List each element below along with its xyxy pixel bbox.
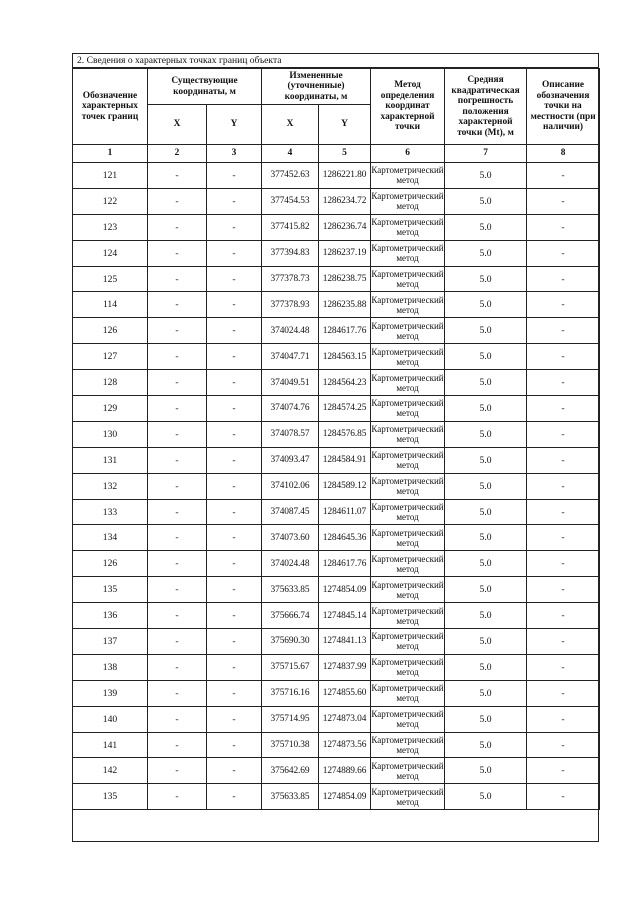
table-row [73,266,600,292]
description-cell: - [527,680,600,706]
changed-y-cell: 1284574.25 [319,396,371,422]
existing-x-cell: - [148,214,207,240]
description-cell: - [527,266,600,292]
existing-x-cell: - [148,629,207,655]
existing-x-cell: - [148,603,207,629]
changed-y-cell: 1274855.60 [319,680,371,706]
method-cell: Картометрический метод [371,447,445,473]
description-cell: - [527,370,600,396]
table-row [73,344,600,370]
method-cell: Картометрический метод [371,499,445,525]
existing-y-cell: - [207,447,262,473]
changed-y-cell: 1286235.88 [319,292,371,318]
accuracy-cell: 5.0 [445,163,527,189]
existing-y-cell: - [207,758,262,784]
header-existing-coordinates: Существующие координаты, м [148,69,262,105]
changed-y-cell: 1274889.66 [319,758,371,784]
method-cell: Картометрический метод [371,266,445,292]
column-number: 6 [371,145,445,163]
method-cell: Картометрический метод [371,551,445,577]
changed-y-cell: 1286221.80 [319,163,371,189]
table-row [73,654,600,680]
point-designation-cell: 140 [73,706,148,732]
description-cell: - [527,214,600,240]
accuracy-cell: 5.0 [445,525,527,551]
existing-x-cell: - [148,525,207,551]
existing-y-cell: - [207,732,262,758]
method-cell: Картометрический метод [371,163,445,189]
description-cell: - [527,629,600,655]
column-number: 2 [148,145,207,163]
point-designation-cell: 127 [73,344,148,370]
changed-y-cell: 1284645.36 [319,525,371,551]
description-cell: - [527,551,600,577]
method-cell: Картометрический метод [371,188,445,214]
description-cell: - [527,758,600,784]
existing-y-cell: - [207,473,262,499]
existing-x-cell: - [148,396,207,422]
method-cell: Картометрический метод [371,396,445,422]
boundary-points-table [72,68,600,810]
table-row [73,629,600,655]
changed-x-cell: 377415.82 [262,214,319,240]
accuracy-cell: 5.0 [445,732,527,758]
changed-y-cell: 1286236.74 [319,214,371,240]
changed-x-cell: 375666.74 [262,603,319,629]
table-row [73,473,600,499]
changed-x-cell: 375690.30 [262,629,319,655]
accuracy-cell: 5.0 [445,370,527,396]
header-method: Метод определения координат характерной точки [371,69,445,145]
changed-y-cell: 1284611.07 [319,499,371,525]
header-description: Описание обозначения точки на местности (при наличии) [527,69,600,145]
point-designation-cell: 138 [73,654,148,680]
changed-y-cell: 1274845.14 [319,603,371,629]
column-number: 3 [207,145,262,163]
method-cell: Картометрический метод [371,577,445,603]
existing-x-cell: - [148,421,207,447]
table-row [73,240,600,266]
table-row [73,318,600,344]
header-changed-coordinates: Измененные (уточненные) координаты, м [262,69,371,105]
point-designation-cell: 139 [73,680,148,706]
accuracy-cell: 5.0 [445,473,527,499]
method-cell: Картометрический метод [371,473,445,499]
changed-y-cell: 1286234.72 [319,188,371,214]
existing-y-cell: - [207,629,262,655]
changed-x-cell: 374024.48 [262,318,319,344]
table-row [73,214,600,240]
table-row [73,525,600,551]
accuracy-cell: 5.0 [445,654,527,680]
changed-x-cell: 374087.45 [262,499,319,525]
point-designation-cell: 132 [73,473,148,499]
changed-x-cell: 375710.38 [262,732,319,758]
method-cell: Картометрический метод [371,758,445,784]
description-cell: - [527,188,600,214]
header-existing-x: X [148,105,207,145]
existing-x-cell: - [148,473,207,499]
existing-y-cell: - [207,292,262,318]
method-cell: Картометрический метод [371,421,445,447]
column-number: 8 [527,145,600,163]
changed-y-cell: 1274837.99 [319,654,371,680]
method-cell: Картометрический метод [371,292,445,318]
existing-y-cell: - [207,784,262,810]
existing-x-cell: - [148,784,207,810]
point-designation-cell: 136 [73,603,148,629]
existing-x-cell: - [148,292,207,318]
table-row [73,758,600,784]
changed-y-cell: 1284576.85 [319,421,371,447]
existing-x-cell: - [148,318,207,344]
accuracy-cell: 5.0 [445,706,527,732]
point-designation-cell: 124 [73,240,148,266]
table-row [73,188,600,214]
accuracy-cell: 5.0 [445,447,527,473]
column-number: 7 [445,145,527,163]
method-cell: Картометрический метод [371,344,445,370]
point-designation-cell: 135 [73,784,148,810]
description-cell: - [527,344,600,370]
existing-y-cell: - [207,654,262,680]
existing-x-cell: - [148,188,207,214]
table-row [73,292,600,318]
point-designation-cell: 141 [73,732,148,758]
description-cell: - [527,447,600,473]
accuracy-cell: 5.0 [445,240,527,266]
table-row [73,396,600,422]
point-designation-cell: 129 [73,396,148,422]
table-row [73,603,600,629]
existing-y-cell: - [207,188,262,214]
changed-x-cell: 374047.71 [262,344,319,370]
point-designation-cell: 135 [73,577,148,603]
existing-x-cell: - [148,706,207,732]
point-designation-cell: 134 [73,525,148,551]
header-changed-x: X [262,105,319,145]
changed-x-cell: 374093.47 [262,447,319,473]
header-changed-y: Y [319,105,371,145]
changed-x-cell: 377378.73 [262,266,319,292]
existing-y-cell: - [207,370,262,396]
method-cell: Картометрический метод [371,680,445,706]
header-point-designation: Обозначение характерных точек границ [73,69,148,145]
existing-y-cell: - [207,396,262,422]
accuracy-cell: 5.0 [445,499,527,525]
accuracy-cell: 5.0 [445,603,527,629]
changed-x-cell: 377394.83 [262,240,319,266]
method-cell: Картометрический метод [371,240,445,266]
header-existing-y: Y [207,105,262,145]
table-row [73,551,600,577]
description-cell: - [527,396,600,422]
existing-x-cell: - [148,499,207,525]
changed-x-cell: 374073.60 [262,525,319,551]
changed-y-cell: 1274854.09 [319,577,371,603]
existing-x-cell: - [148,266,207,292]
method-cell: Картометрический метод [371,214,445,240]
table-row [73,421,600,447]
changed-y-cell: 1284617.76 [319,551,371,577]
table-row [73,706,600,732]
description-cell: - [527,292,600,318]
point-designation-cell: 121 [73,163,148,189]
changed-x-cell: 375633.85 [262,577,319,603]
changed-y-cell: 1284564.23 [319,370,371,396]
existing-x-cell: - [148,680,207,706]
description-cell: - [527,732,600,758]
table-row [73,680,600,706]
description-cell: - [527,525,600,551]
table-body [73,163,600,810]
changed-y-cell: 1274854.09 [319,784,371,810]
column-number: 5 [319,145,371,163]
accuracy-cell: 5.0 [445,214,527,240]
description-cell: - [527,577,600,603]
existing-y-cell: - [207,318,262,344]
description-cell: - [527,318,600,344]
method-cell: Картометрический метод [371,318,445,344]
accuracy-cell: 5.0 [445,784,527,810]
table-row [73,577,600,603]
existing-x-cell: - [148,758,207,784]
table-row [73,732,600,758]
existing-x-cell: - [148,447,207,473]
changed-y-cell: 1274873.56 [319,732,371,758]
accuracy-cell: 5.0 [445,421,527,447]
point-designation-cell: 123 [73,214,148,240]
accuracy-cell: 5.0 [445,292,527,318]
changed-x-cell: 375714.95 [262,706,319,732]
changed-y-cell: 1286237.19 [319,240,371,266]
point-designation-cell: 125 [73,266,148,292]
point-designation-cell: 131 [73,447,148,473]
existing-y-cell: - [207,421,262,447]
table-row [73,499,600,525]
empty-footer-row [72,816,599,842]
existing-y-cell: - [207,163,262,189]
accuracy-cell: 5.0 [445,629,527,655]
header-accuracy: Средняя квадратическая погрешность положения характерной точки (Mt), м [445,69,527,145]
document-page [72,53,599,842]
description-cell: - [527,654,600,680]
table-row [73,447,600,473]
point-designation-cell: 137 [73,629,148,655]
point-designation-cell: 122 [73,188,148,214]
description-cell: - [527,603,600,629]
existing-y-cell: - [207,603,262,629]
existing-x-cell: - [148,344,207,370]
changed-y-cell: 1286238.75 [319,266,371,292]
table-row [73,784,600,810]
accuracy-cell: 5.0 [445,551,527,577]
method-cell: Картометрический метод [371,629,445,655]
existing-y-cell: - [207,240,262,266]
changed-x-cell: 374024.48 [262,551,319,577]
description-cell: - [527,784,600,810]
accuracy-cell: 5.0 [445,266,527,292]
existing-x-cell: - [148,732,207,758]
description-cell: - [527,421,600,447]
changed-y-cell: 1274873.04 [319,706,371,732]
point-designation-cell: 142 [73,758,148,784]
existing-x-cell: - [148,654,207,680]
changed-x-cell: 374074.76 [262,396,319,422]
point-designation-cell: 126 [73,318,148,344]
method-cell: Картометрический метод [371,706,445,732]
existing-y-cell: - [207,344,262,370]
changed-y-cell: 1284617.76 [319,318,371,344]
changed-x-cell: 374078.57 [262,421,319,447]
method-cell: Картометрический метод [371,732,445,758]
changed-x-cell: 375633.85 [262,784,319,810]
existing-x-cell: - [148,370,207,396]
changed-x-cell: 375716.16 [262,680,319,706]
changed-x-cell: 374102.06 [262,473,319,499]
existing-y-cell: - [207,214,262,240]
accuracy-cell: 5.0 [445,344,527,370]
method-cell: Картометрический метод [371,603,445,629]
changed-x-cell: 375642.69 [262,758,319,784]
existing-x-cell: - [148,240,207,266]
description-cell: - [527,473,600,499]
existing-y-cell: - [207,499,262,525]
existing-x-cell: - [148,551,207,577]
changed-x-cell: 377378.93 [262,292,319,318]
existing-x-cell: - [148,577,207,603]
changed-x-cell: 374049.51 [262,370,319,396]
changed-y-cell: 1284589.12 [319,473,371,499]
changed-x-cell: 377454.53 [262,188,319,214]
description-cell: - [527,163,600,189]
changed-x-cell: 375715.67 [262,654,319,680]
method-cell: Картометрический метод [371,654,445,680]
changed-y-cell: 1284563.15 [319,344,371,370]
method-cell: Картометрический метод [371,525,445,551]
description-cell: - [527,706,600,732]
accuracy-cell: 5.0 [445,188,527,214]
column-number: 1 [73,145,148,163]
point-designation-cell: 126 [73,551,148,577]
method-cell: Картометрический метод [371,784,445,810]
existing-y-cell: - [207,706,262,732]
column-number: 4 [262,145,319,163]
accuracy-cell: 5.0 [445,758,527,784]
section-title: 2. Сведения о характерных точках границ объекта [73,54,598,68]
existing-y-cell: - [207,680,262,706]
method-cell: Картометрический метод [371,370,445,396]
existing-y-cell: - [207,525,262,551]
point-designation-cell: 130 [73,421,148,447]
table-row [73,163,600,189]
existing-y-cell: - [207,266,262,292]
table-row [73,370,600,396]
existing-y-cell: - [207,551,262,577]
changed-y-cell: 1274841.13 [319,629,371,655]
accuracy-cell: 5.0 [445,680,527,706]
description-cell: - [527,499,600,525]
point-designation-cell: 128 [73,370,148,396]
existing-x-cell: - [148,163,207,189]
point-designation-cell: 133 [73,499,148,525]
accuracy-cell: 5.0 [445,318,527,344]
point-designation-cell: 114 [73,292,148,318]
accuracy-cell: 5.0 [445,577,527,603]
changed-y-cell: 1284584.91 [319,447,371,473]
description-cell: - [527,240,600,266]
changed-x-cell: 377452.63 [262,163,319,189]
accuracy-cell: 5.0 [445,396,527,422]
existing-y-cell: - [207,577,262,603]
